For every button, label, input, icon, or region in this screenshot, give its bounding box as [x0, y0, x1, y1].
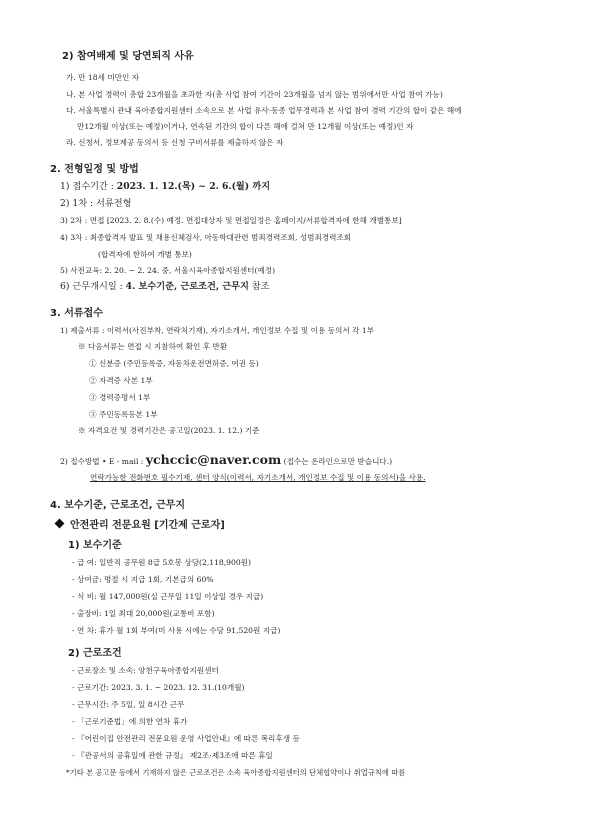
schedule-item-start-suffix: 참조 [248, 281, 270, 292]
condition-item: - 근무시간: 주 5일, 일 8시간 근무 [72, 700, 185, 709]
schedule-item-second: 3) 2차 : 면접 [2023. 2. 8.(수) 예정. 면접대상자 및 면접일정은 홈페이지/서류합격자에 한해 개별통보] [60, 216, 402, 225]
schedule-item-third-cont: (합격자에 한하여 개별 통보) [98, 250, 192, 259]
exclusion-item-a: 가. 만 18세 미만인 자 [66, 73, 140, 82]
schedule-item-training: 5) 사전교육: 2. 20. ~ 2. 24. 중, 서울시육아종합지원센터(예정) [60, 266, 276, 275]
condition-footnote: *기타 본 공고문 등에서 기재하지 않은 근로조건은 소속 육아종합지원센터의 단체협약이나 취업규칙에 따름 [66, 768, 406, 777]
pay-item: - 연 차: 휴가 월 1회 부여(미 사용 시에는 수당 91,520원 지급) [72, 626, 281, 635]
pay-item: - 상여금: 명절 시 지급 1회, 기본급의 60% [72, 575, 214, 584]
schedule-heading: 2. 전형일정 및 방법 [50, 164, 139, 175]
pay-item: - 출장비: 1일 최대 20,000원(교통비 포함) [72, 609, 215, 618]
exclusion-heading: 2) 참여배제 및 당연퇴직 사유 [62, 51, 194, 62]
position-title-text: 안전관리 전문요원 [기간제 근로자] [70, 520, 225, 531]
pay-item: - 급 여: 일반직 공무원 8급 5호봉 상당(2,118,900원) [72, 558, 251, 567]
schedule-item-start-label: 6) 근무개시일 : [60, 281, 126, 292]
pay-conditions-heading: 4. 보수기준, 근로조건, 근무지 [50, 500, 186, 511]
submission-documents: 1) 제출서류 : 이력서(사진부착, 연락처기재), 자기소개서, 개인정보 수집 및 이용 동의서 각 1부 [60, 326, 375, 335]
exclusion-item-c: 다. 서울특별시 관내 육아종합지원센터 소속으로 본 사업 유사·동종 업무경력과 본 사업 참여 경력 기간의 합이 같은 해에 [66, 106, 462, 115]
submission-email-link[interactable]: ychccic@naver.com [145, 452, 282, 467]
schedule-item-start [60, 281, 270, 293]
exclusion-item-c-cont: 만12개월 이상(또는 예정)이거나, 연속된 기간의 합이 다른 해에 걸쳐 만 12개월 이상(또는 예정)인 자 [77, 122, 414, 131]
submission-heading: 3. 서류접수 [50, 308, 103, 319]
submission-method-note: (접수는 온라인으로만 받습니다.) [281, 457, 393, 466]
pay-standard-heading: 1) 보수기준 [68, 540, 122, 551]
exclusion-item-b: 나. 본 사업 경력이 총합 23개월을 초과한 자(총 사업 참여 기간이 23개월을 넘지 않는 범위에서만 사업 참여 가능) [66, 90, 443, 99]
submission-doc-item: ② 자격증 사본 1부 [89, 376, 153, 385]
schedule-item-third: 4) 3차 : 최종합격자 발표 및 채용신체검사, 아동학대관련 범죄경력조회, 성범죄경력조회 [60, 233, 352, 242]
submission-doc-item: ③ 주민등록등본 1부 [89, 410, 158, 419]
exclusion-item-d: 라. 신청서, 정보제공 동의서 등 신청 구비서류를 제출하지 않은 자 [66, 138, 284, 147]
schedule-item-period-value: 2023. 1. 12.(목) ~ 2. 6.(월) 까지 [116, 181, 271, 192]
submission-note-basis: ※ 자격요건 및 경력기간은 공고일(2023. 1. 12.) 기준 [78, 426, 260, 435]
condition-item: - 근로장소 및 소속: 양천구육아종합지원센터 [72, 666, 219, 675]
schedule-item-period [60, 181, 270, 193]
submission-method [60, 452, 392, 470]
position-title [56, 520, 225, 532]
submission-method-label: 2) 접수방법 • E - mail : [60, 457, 146, 466]
diamond-bullet-icon [55, 519, 65, 529]
schedule-item-first: 2) 1차 : 서류전형 [60, 198, 132, 209]
submission-note-interview: ※ 다음서류는 면접 시 지참하여 확인 후 반환 [78, 342, 228, 351]
condition-item: - 『어린이집 안전관리 전문요원 운영 사업안내』에 따른 복리후생 등 [72, 734, 300, 743]
submission-doc-item: ③ 경력증명서 1부 [89, 393, 151, 402]
work-conditions-heading: 2) 근로조건 [68, 648, 122, 659]
pay-item: - 식 비: 월 147,000원(실 근무일 11일 이상일 경우 지급) [72, 592, 264, 601]
schedule-item-start-ref: 4. 보수기준, 근로조건, 근무지 [125, 281, 249, 292]
submission-doc-item: ① 신분증 (주민등록증, 자동차운전면허증, 여권 등) [89, 359, 259, 368]
condition-item: - 『관공서의 공휴일에 관한 규정』 제2조·제3조에 따른 휴일 [72, 751, 273, 760]
condition-item: - 근로기간: 2023. 3. 1. ~ 2023. 12. 31.(10개월) [72, 683, 245, 692]
submission-format-note: 연락가능한 전화번호 필수기재, 센터 양식(이력서, 자기소개서, 개인정보 수집 및 이용 동의서)을 사용. [90, 473, 426, 482]
schedule-item-period-label: 1) 접수기간 : [60, 181, 117, 192]
condition-item: - 「근로기준법」에 의한 연차 휴가 [72, 717, 188, 726]
